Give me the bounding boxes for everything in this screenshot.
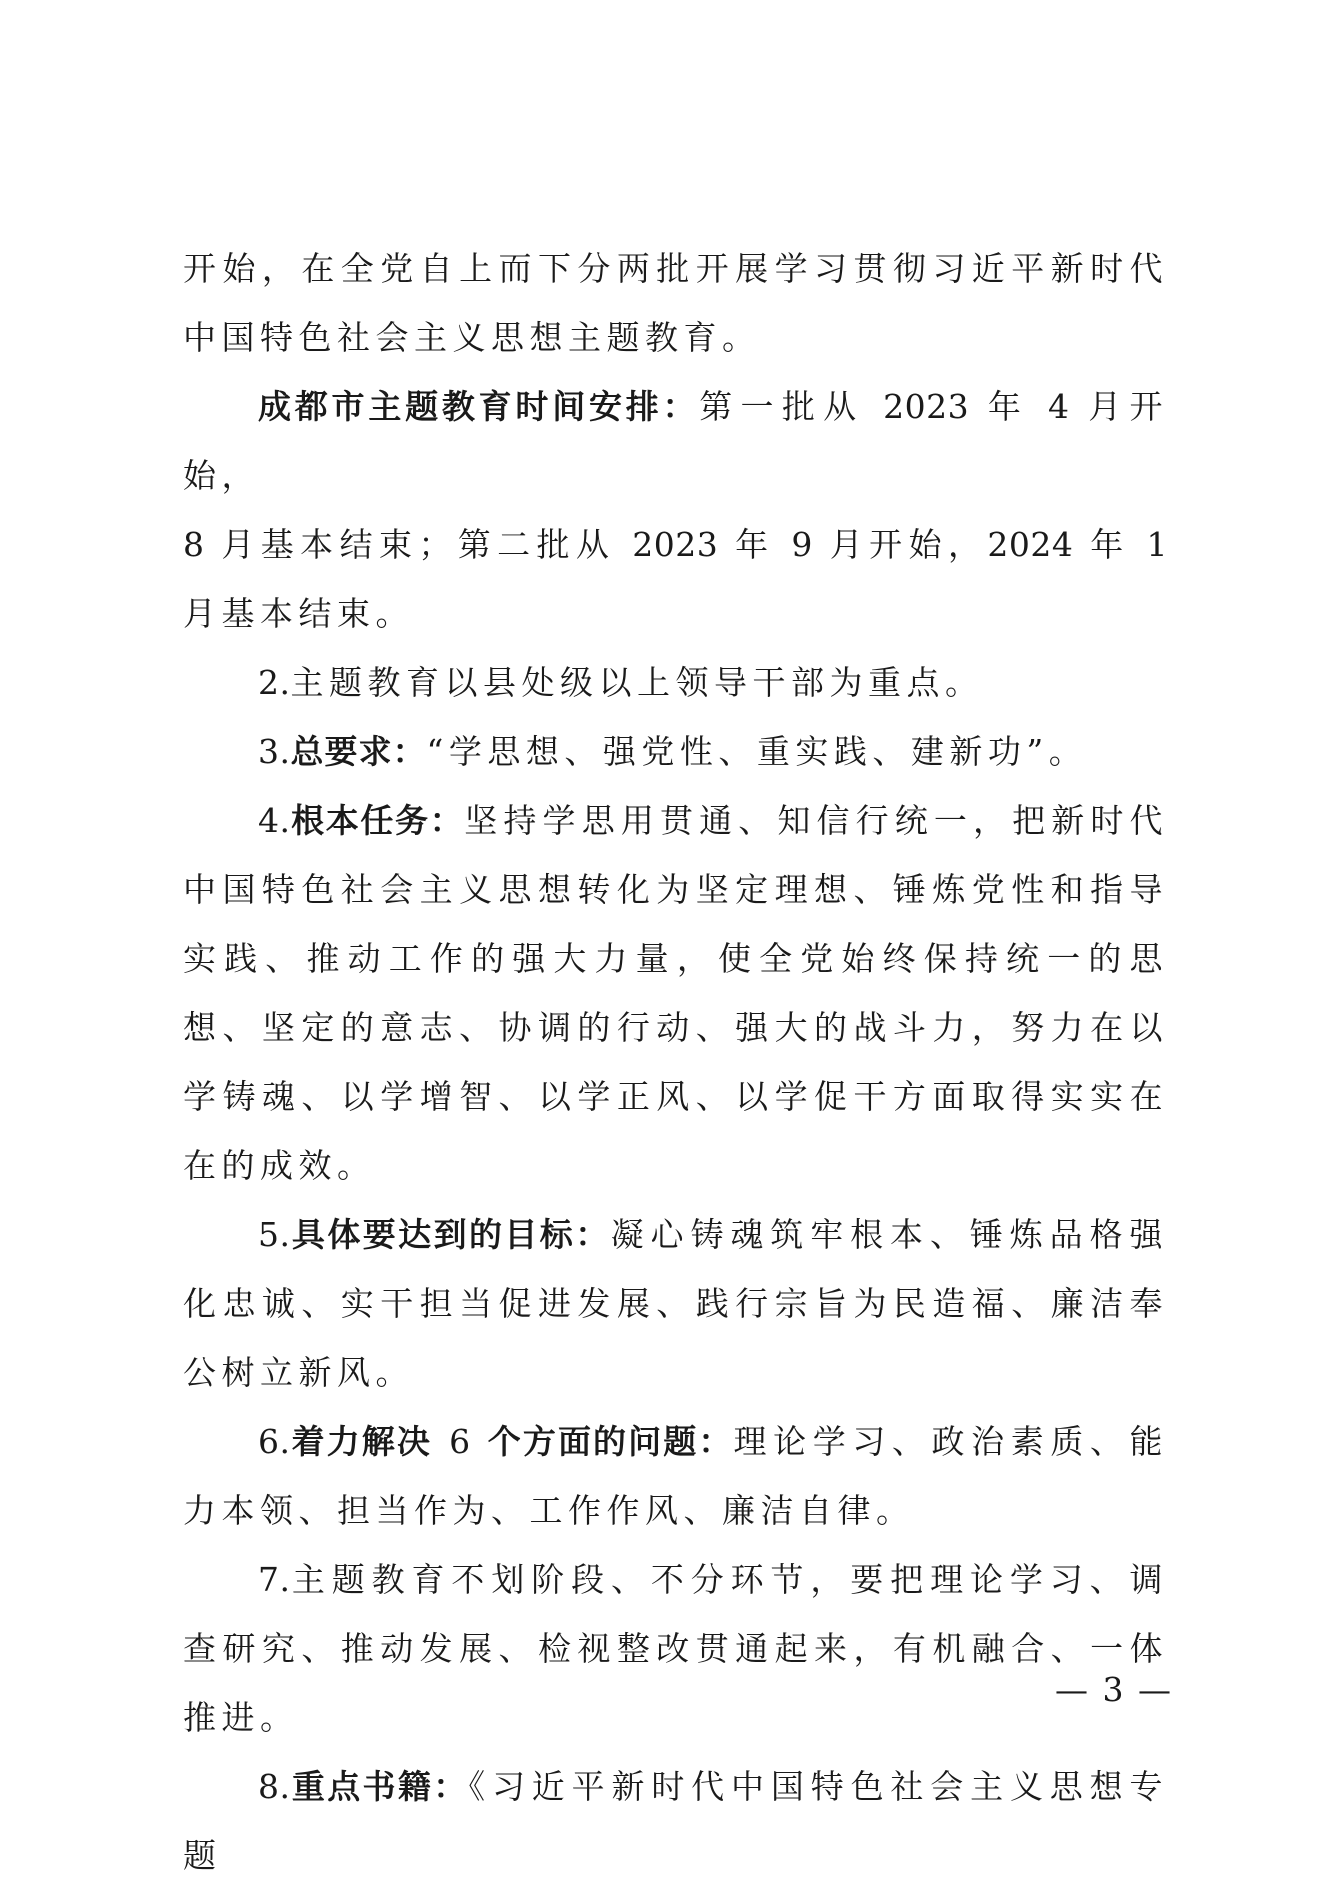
- paragraph-5: [183, 1200, 1168, 1407]
- paragraph-text: 开始，在全党自上而下分两批开展学习贯彻习近平新时代中国特色社会主义思想主题教育。: [183, 249, 1168, 357]
- paragraph-text: “学思想、强党性、重实践、建新功”。: [426, 732, 1088, 771]
- paragraph-number: 3.: [258, 732, 291, 771]
- paragraph-text: 《习近平新时代中国特色社会主义思想专题: [183, 1767, 1169, 1875]
- paragraph-text: 月开始，: [183, 387, 1168, 495]
- paragraph-text: 月开始，: [829, 525, 988, 564]
- paragraph-intro: [183, 234, 1168, 372]
- document-body: [183, 234, 1168, 1890]
- paragraph-text: 月基本结束；第二批从: [221, 525, 616, 564]
- year-value: 2024: [987, 525, 1074, 564]
- paragraph-label-number: 6: [449, 1422, 471, 1461]
- paragraph-label: 总要求：: [290, 732, 427, 771]
- page-number: — 3 —: [1055, 1670, 1173, 1709]
- month-value: 4: [1047, 387, 1070, 426]
- paragraph-number: 6.: [258, 1422, 291, 1461]
- paragraph-label: 个方面的问题：: [487, 1422, 734, 1461]
- paragraph-text: 年: [735, 525, 775, 564]
- month-value: 1: [1146, 525, 1169, 564]
- paragraph-text: 主题教育以县处级以上领导干部为重点。: [290, 663, 984, 702]
- paragraph-label: 根本任务：: [290, 801, 465, 840]
- paragraph-label: 重点书籍：: [290, 1767, 469, 1806]
- paragraph-number: 4.: [258, 801, 291, 840]
- paragraph-label: 成都市主题教育时间安排：: [258, 387, 700, 426]
- paragraph-number: 5.: [258, 1215, 291, 1254]
- paragraph-number: 7.: [258, 1560, 291, 1599]
- paragraph-text: 第一批从: [699, 387, 865, 426]
- paragraph-text: 理论学习、政治素质、能力本领、担当作为、工作作风、廉洁自律。: [183, 1422, 1169, 1530]
- year-value: 2023: [883, 387, 970, 426]
- paragraph-number: 2.: [258, 663, 291, 702]
- paragraph-6: [183, 1407, 1168, 1545]
- month-value: 8: [183, 525, 205, 564]
- paragraph-3: [183, 717, 1168, 786]
- paragraph-schedule: [183, 372, 1168, 648]
- paragraph-7: [183, 1545, 1168, 1752]
- paragraph-text: 月基本结束。: [183, 594, 414, 633]
- paragraph-2: [183, 648, 1168, 717]
- paragraph-8: [183, 1752, 1168, 1890]
- paragraph-label: 具体要达到的目标：: [290, 1215, 611, 1254]
- paragraph-text: 凝心铸魂筑牢根本、锤炼品格强化忠诚、实干担当促进发展、践行宗旨为民造福、廉洁奉公树立新风。: [183, 1215, 1169, 1392]
- paragraph-label: 着力解决: [290, 1422, 433, 1461]
- paragraph-text: 年: [1090, 525, 1130, 564]
- paragraph-text: 主题教育不划阶段、不分环节，要把理论学习、调查研究、推动发展、检视整改贯通起来，有机融合、一体推进。: [183, 1560, 1168, 1737]
- paragraph-4: [183, 786, 1168, 1200]
- paragraph-text: 坚持学思用贯通、知信行统一，把新时代中国特色社会主义思想转化为坚定理想、锤炼党性和指导实践、推动工作的强大力量，使全党始终保持统一的思想、坚定的意志、协调的行动、强大的战斗力，努力在以学铸魂、以学增智、以学正风、以学促干方面取得实实在在的成效。: [183, 801, 1169, 1185]
- paragraph-text: 年: [987, 387, 1030, 426]
- paragraph-number: 8.: [258, 1767, 291, 1806]
- year-value: 2023: [632, 525, 719, 564]
- month-value: 9: [791, 525, 813, 564]
